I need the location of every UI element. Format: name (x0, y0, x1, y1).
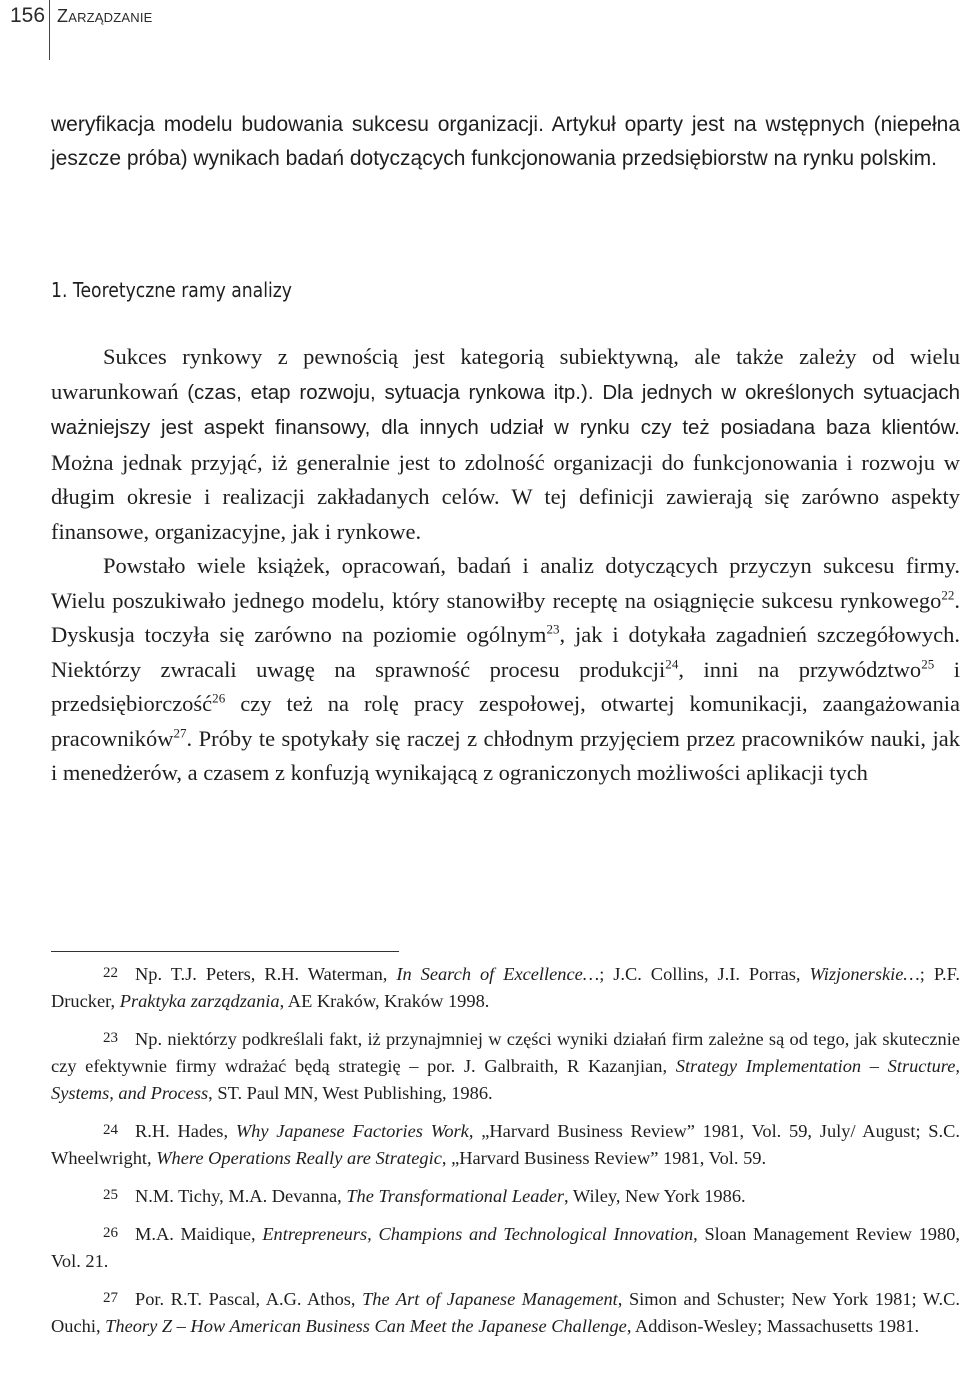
footnote-number: 25 (103, 1187, 118, 1203)
page-header (0, 0, 960, 62)
footnote-text: Np. niektórzy podkreślali fakt, iż przynajmniej w części wyniki działań firm zależne są od tego, jak skutecznie czy efektywnie firmy wdrażać będą strategię – por. J. Galbraith, R Kazanjian, (51, 1029, 960, 1076)
paragraph-2 (51, 549, 960, 791)
footnote-title: Where Operations Really are Strategic (156, 1148, 442, 1168)
paragraph-2-text-a: Powstało wiele książek, opracowań, badań i analiz dotyczących przyczyn sukcesu firmy. Wielu poszukiwało jednego modelu, który stanowiłby receptę na osiągnięcie sukcesu rynkowego (51, 553, 960, 613)
page-number: 156 (10, 4, 46, 27)
footnote-ref-27[interactable]: 27 (173, 725, 187, 741)
footnote-separator (51, 951, 399, 952)
footnote-text: R.H. Hades, (135, 1121, 236, 1141)
paragraph-1-serif-part: Sukces rynkowy z pewnością jest kategorią subiektywną, ale także zależy od wielu uwarunkowań (51, 344, 960, 404)
footnote-title: Strategy Implementation – Structure, Systems, and Process (51, 1056, 960, 1103)
footnote-27 (51, 1285, 960, 1340)
footnote-ref-22[interactable]: 22 (941, 587, 955, 603)
footnote-title: Wizjonerskie… (809, 964, 920, 984)
section-heading: 1. Teoretyczne ramy analizy (51, 278, 292, 302)
footnote-text: Por. R.T. Pascal, A.G. Athos, (135, 1289, 363, 1309)
paragraph-2-text-f: czy też na rolę pracy zespołowej, otwartej komunikacji, zaangażowania pracowników (51, 691, 960, 751)
footnote-23 (51, 1025, 960, 1107)
footnote-text: , Simon and Schuster; New York 1981; W.C. Ouchi, (51, 1289, 960, 1336)
footnote-text: , Addison-Wesley; Massachusetts 1981. (626, 1316, 920, 1336)
footnotes (51, 960, 960, 1350)
header-divider (49, 0, 50, 60)
footnote-24 (51, 1117, 960, 1172)
footnote-25 (51, 1182, 960, 1210)
footnote-number: 22 (103, 965, 118, 981)
footnote-number: 24 (103, 1122, 118, 1138)
paragraph-1 (51, 340, 960, 549)
footnote-title: Why Japanese Factories Work (235, 1121, 469, 1141)
footnote-text: , „Harvard Business Review” 1981, Vol. 59. (441, 1148, 767, 1168)
footnote-26 (51, 1220, 960, 1275)
footnote-number: 23 (103, 1030, 118, 1046)
footnote-text: N.M. Tichy, M.A. Devanna, (135, 1186, 347, 1206)
paragraph-2-text-g: . Próby te spotykały się raczej z chłodnym przyjęciem przez pracowników nauki, jak i menedżerów, a czasem z konfuzją wynikającą z ograniczonych możliwości aplikacji tych (51, 725, 960, 785)
footnote-text: , AE Kraków, Kraków 1998. (279, 991, 490, 1011)
paragraph-2-text-c: , jak i dotykała zagadnień szczegółowych. Niektórzy zwracali uwagę na sprawność procesu produkcji (51, 622, 960, 682)
paragraph-1-rest: Można jednak przyjąć, iż generalnie jest to zdolność organizacji do funkcjonowania i rozwoju w długim okresie i realizacji zakładanych celów. W tej definicji zawierają się zarówno aspekty finansowe, organizacyjne, jak i rynkowe. (51, 449, 960, 544)
footnote-ref-26[interactable]: 26 (212, 690, 226, 706)
footnote-title: The Art of Japanese Management (362, 1289, 618, 1309)
footnote-text: , Wiley, New York 1986. (563, 1186, 746, 1206)
paragraph-2-text-b: . Dyskusja toczyła się zarówno na poziomie ogólnym (51, 587, 960, 647)
section-body (51, 340, 960, 791)
footnote-text: , Sloan Management Review 1980, Vol. 21. (51, 1224, 960, 1271)
intro-paragraph: weryfikacja modelu budowania sukcesu organizacji. Artykuł oparty jest na wstępnych (niepełna jeszcze próba) wynikach badań dotyczących funkcjonowania przedsiębiorstw na rynku polskim. (51, 113, 960, 170)
paragraph-2-text-e: i przedsiębiorczość (51, 656, 960, 716)
footnote-text: M.A. Maidique, (135, 1224, 263, 1244)
footnote-text: ; J.C. Collins, J.I. Porras, (599, 964, 810, 984)
footnote-title: Theory Z – How American Business Can Meet the Japanese Challenge (105, 1316, 627, 1336)
footnote-title: In Search of Excellence… (396, 964, 600, 984)
paragraph-2-text-d: , inni na przywództwo (678, 656, 922, 682)
footnote-number: 27 (103, 1290, 118, 1306)
footnote-22 (51, 960, 960, 1015)
footnote-title: Praktyka zarządzania (119, 991, 280, 1011)
footnote-title: Entrepreneurs, Champions and Technological Innovation (262, 1224, 694, 1244)
paragraph-1-sans-part: (czas, etap rozwoju, sytuacja rynkowa itp.). Dla jednych w określonych sytuacjach ważniejszy jest aspekt finansowy, dla innych udział w rynku czy też posiadana baza klientów. (51, 380, 960, 439)
footnote-text: Np. T.J. Peters, R.H. Waterman, (135, 964, 397, 984)
running-title: Zarządzanie (57, 6, 153, 26)
footnote-ref-23[interactable]: 23 (546, 621, 560, 637)
footnote-number: 26 (103, 1225, 118, 1241)
footnote-text: , „Harvard Business Review” 1981, Vol. 59, July/ August; S.C. Wheelwright, (51, 1121, 960, 1168)
footnote-ref-24[interactable]: 24 (665, 656, 679, 672)
footnote-text: , ST. Paul MN, West Publishing, 1986. (208, 1083, 493, 1103)
footnote-text: ; P.F. Drucker, (51, 964, 960, 1011)
footnote-title: The Transformational Leader (346, 1186, 564, 1206)
footnote-ref-25[interactable]: 25 (921, 656, 935, 672)
